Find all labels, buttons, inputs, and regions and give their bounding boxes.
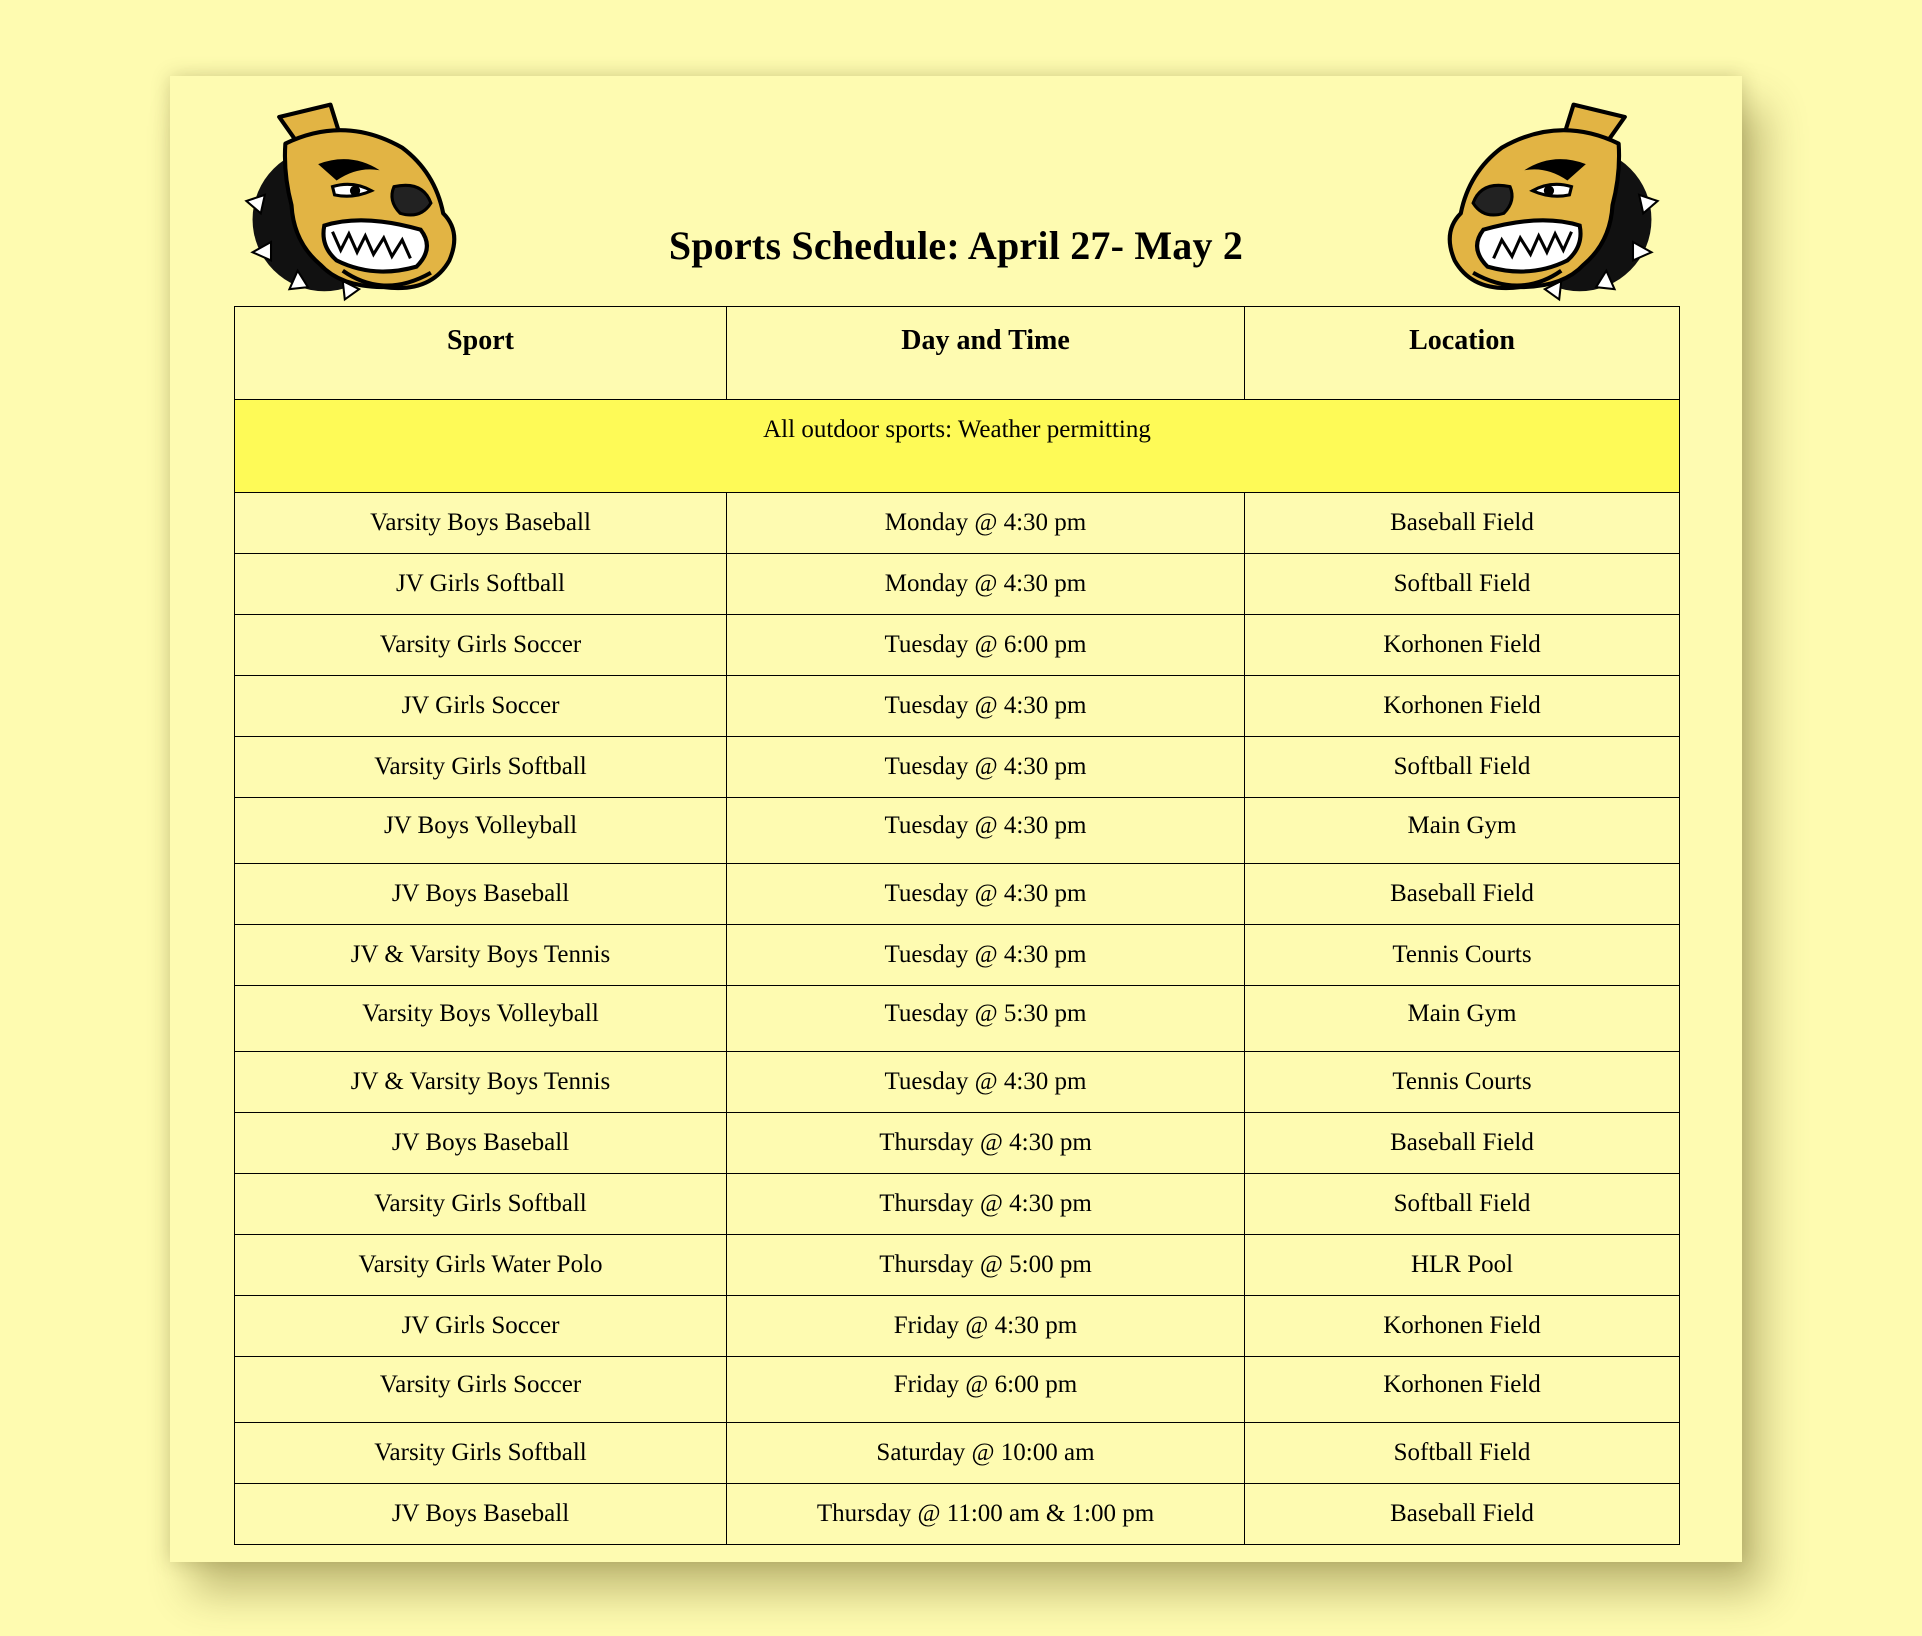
bulldog-icon (1428, 98, 1674, 304)
table-row (235, 798, 1680, 864)
column-header-day-and-time: Day and Time (727, 307, 1245, 400)
sport-cell: JV Boys Baseball (235, 1484, 727, 1545)
day-time-cell: Tuesday @ 4:30 pm (727, 676, 1245, 737)
table-row (235, 986, 1680, 1052)
page-title: Sports Schedule: April 27- May 2 (668, 223, 1244, 268)
day-time-cell: Monday @ 4:30 pm (727, 554, 1245, 615)
sport-cell: JV Boys Baseball (235, 864, 727, 925)
day-time-cell: Tuesday @ 4:30 pm (727, 737, 1245, 798)
sport-cell: JV & Varsity Boys Tennis (235, 1052, 727, 1113)
day-time-cell: Thursday @ 11:00 am & 1:00 pm (727, 1484, 1245, 1545)
day-time-cell: Thursday @ 4:30 pm (727, 1174, 1245, 1235)
table-row (235, 925, 1680, 986)
table-row (235, 1484, 1680, 1545)
weather-notice-row (235, 400, 1680, 493)
day-time-cell: Monday @ 4:30 pm (727, 493, 1245, 554)
sport-cell: JV Girls Soccer (235, 676, 727, 737)
location-cell: Baseball Field (1245, 864, 1680, 925)
table-row (235, 615, 1680, 676)
location-cell: Korhonen Field (1245, 1357, 1680, 1423)
table-row (235, 737, 1680, 798)
column-header-sport: Sport (235, 307, 727, 400)
weather-notice: All outdoor sports: Weather permitting (235, 400, 1680, 493)
day-time-cell: Friday @ 6:00 pm (727, 1357, 1245, 1423)
day-time-cell: Tuesday @ 5:30 pm (727, 986, 1245, 1052)
sport-cell: Varsity Girls Softball (235, 1174, 727, 1235)
sport-cell: Varsity Girls Softball (235, 737, 727, 798)
location-cell: Main Gym (1245, 798, 1680, 864)
table-row (235, 1357, 1680, 1423)
location-cell: Tennis Courts (1245, 925, 1680, 986)
location-cell: HLR Pool (1245, 1235, 1680, 1296)
sport-cell: JV Boys Baseball (235, 1113, 727, 1174)
day-time-cell: Thursday @ 4:30 pm (727, 1113, 1245, 1174)
location-cell: Baseball Field (1245, 493, 1680, 554)
day-time-cell: Tuesday @ 4:30 pm (727, 798, 1245, 864)
sport-cell: Varsity Girls Soccer (235, 1357, 727, 1423)
location-cell: Tennis Courts (1245, 1052, 1680, 1113)
day-time-cell: Tuesday @ 6:00 pm (727, 615, 1245, 676)
sport-cell: Varsity Girls Water Polo (235, 1235, 727, 1296)
day-time-cell: Thursday @ 5:00 pm (727, 1235, 1245, 1296)
sport-cell: Varsity Girls Soccer (235, 615, 727, 676)
column-header-location: Location (1245, 307, 1680, 400)
bulldog-mascot-logo-right (1428, 98, 1674, 304)
table-row (235, 676, 1680, 737)
schedule-table (234, 306, 1680, 1545)
location-cell: Korhonen Field (1245, 676, 1680, 737)
sport-cell: JV Girls Softball (235, 554, 727, 615)
bulldog-mascot-logo-left (230, 98, 476, 304)
bulldog-icon (230, 98, 476, 304)
location-cell: Softball Field (1245, 1423, 1680, 1484)
table-row (235, 554, 1680, 615)
table-row (235, 1235, 1680, 1296)
table-row (235, 1174, 1680, 1235)
location-cell: Baseball Field (1245, 1113, 1680, 1174)
table-row (235, 1296, 1680, 1357)
sport-cell: JV & Varsity Boys Tennis (235, 925, 727, 986)
day-time-cell: Tuesday @ 4:30 pm (727, 864, 1245, 925)
schedule-page (170, 76, 1742, 1562)
sport-cell: JV Girls Soccer (235, 1296, 727, 1357)
table-header-row (235, 307, 1680, 400)
day-time-cell: Friday @ 4:30 pm (727, 1296, 1245, 1357)
table-row (235, 1052, 1680, 1113)
location-cell: Main Gym (1245, 986, 1680, 1052)
table-row (235, 1423, 1680, 1484)
table-row (235, 864, 1680, 925)
day-time-cell: Saturday @ 10:00 am (727, 1423, 1245, 1484)
sport-cell: Varsity Girls Softball (235, 1423, 727, 1484)
day-time-cell: Tuesday @ 4:30 pm (727, 925, 1245, 986)
table-row (235, 493, 1680, 554)
location-cell: Korhonen Field (1245, 1296, 1680, 1357)
location-cell: Baseball Field (1245, 1484, 1680, 1545)
sport-cell: JV Boys Volleyball (235, 798, 727, 864)
sport-cell: Varsity Boys Volleyball (235, 986, 727, 1052)
location-cell: Softball Field (1245, 1174, 1680, 1235)
location-cell: Korhonen Field (1245, 615, 1680, 676)
sport-cell: Varsity Boys Baseball (235, 493, 727, 554)
table-row (235, 1113, 1680, 1174)
location-cell: Softball Field (1245, 737, 1680, 798)
day-time-cell: Tuesday @ 4:30 pm (727, 1052, 1245, 1113)
location-cell: Softball Field (1245, 554, 1680, 615)
